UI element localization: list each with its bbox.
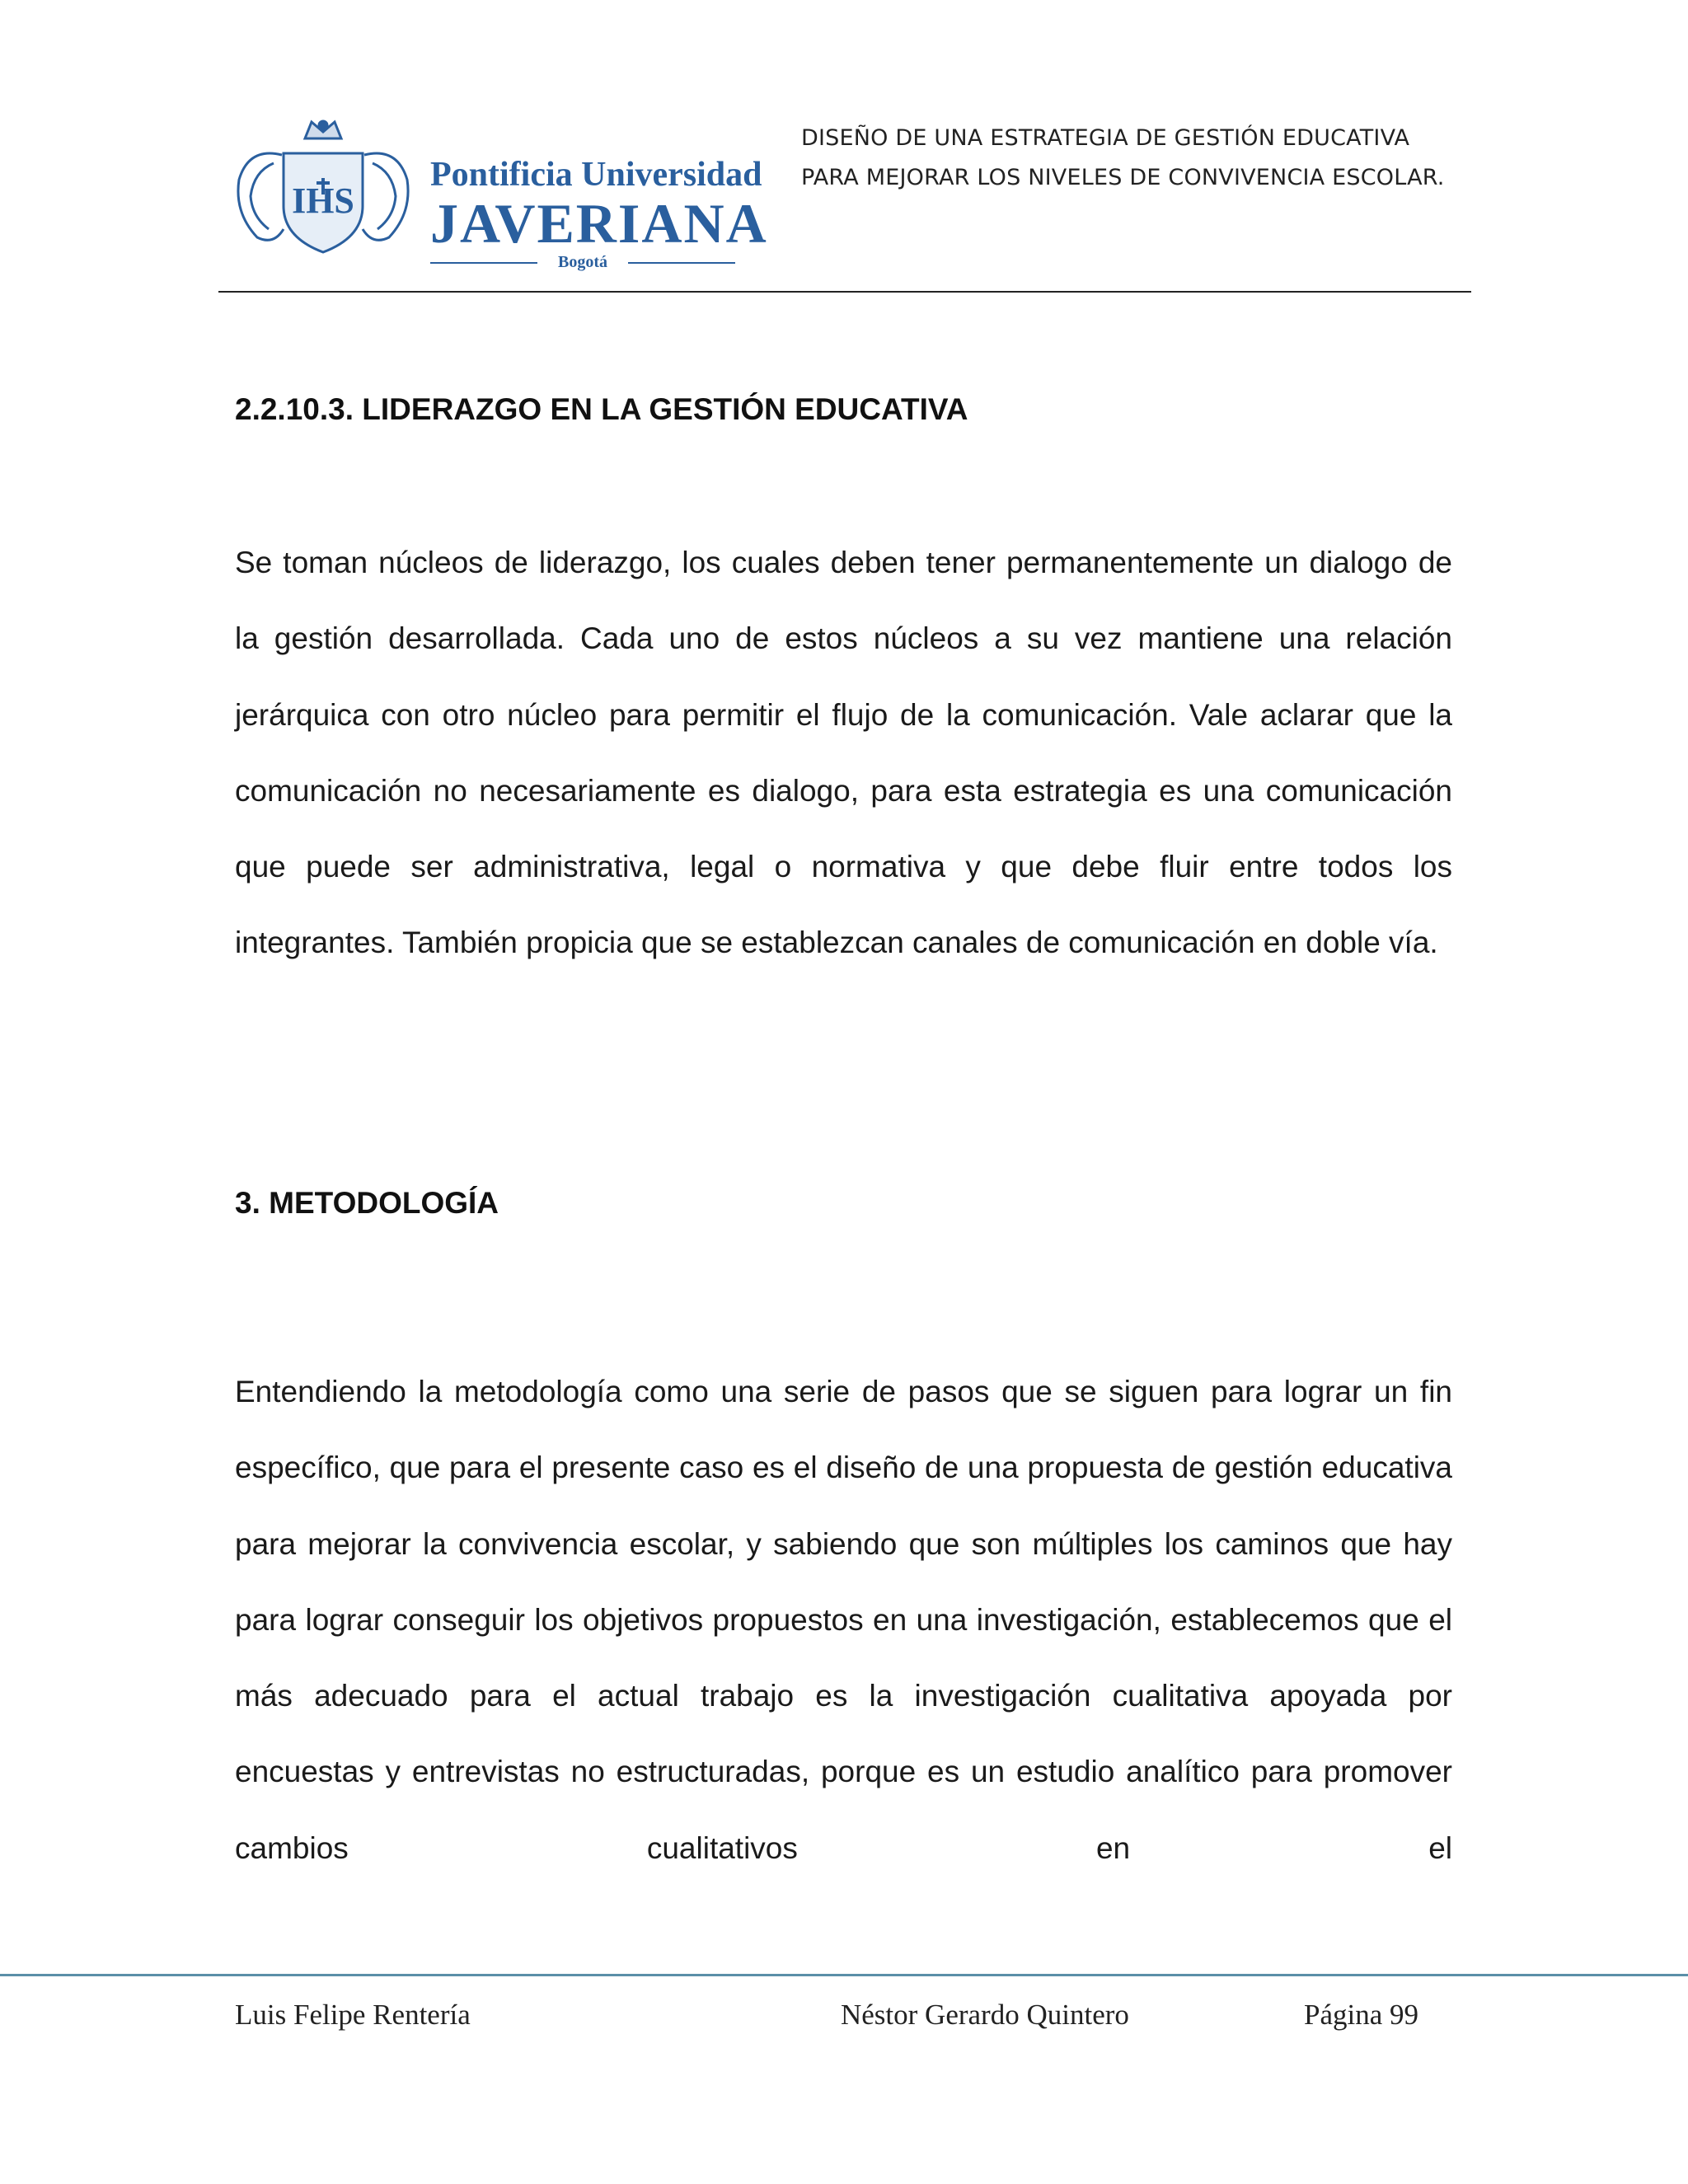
logo-university-prefix: Pontificia Universidad (430, 156, 762, 194)
logo-city (430, 252, 735, 272)
running-title-line2: PARA MEJORAR LOS NIVELES DE CONVIVENCIA ESCOLAR. (801, 165, 1445, 190)
section-paragraph-metodologia: Entendiendo la metodología como una serie de pasos que se siguen para lograr un fin específico, que para el presente caso es el diseño de una propuesta de gestión educativa para mejorar la convivencia escolar, y sabiendo que son múltiples los caminos que hay para lograr conseguir los objetivos propuestos en una investigación, establecemos que el más adecuado para el actual trabajo es la investigación cualitativa apoyada por encuestas y entrevistas no estructuradas, porque es un estudio analítico para promover cambios cualitativos en el (235, 1375, 1452, 1865)
footer-author-1: Luis Felipe Rentería (235, 1999, 471, 2031)
section-heading-liderazgo: 2.2.10.3. LIDERAZGO EN LA GESTIÓN EDUCATIVA (235, 392, 968, 426)
header-divider (218, 291, 1471, 293)
running-title-line1: DISEÑO DE UNA ESTRATEGIA DE GESTIÓN EDUCATIVA (801, 125, 1410, 151)
crest-icon (232, 114, 414, 262)
section-paragraph-liderazgo: Se toman núcleos de liderazgo, los cuales deben tener permanentemente un dialogo de la gestión desarrollada. Cada uno de estos núcleos a su vez mantiene una relación jerárquica con otro núcleo para permitir el flujo de la comunicación. Vale aclarar que la comunicación no necesariamente es dialogo, para esta estrategia es una comunicación que puede ser administrativa, legal o normativa y que debe fluir entre todos los integrantes. También propicia que se establezcan canales de comunicación en doble vía. (235, 546, 1452, 960)
footer-author-2: Néstor Gerardo Quintero (841, 1999, 1129, 2031)
logo-university-name: JAVERIANA (430, 192, 768, 255)
logo-city-label: Bogotá (558, 253, 607, 271)
document-running-title (801, 119, 1477, 198)
svg-text:IHS: IHS (292, 180, 354, 221)
footer-page-number: Página 99 (1304, 1999, 1419, 2031)
section-heading-metodologia: 3. METODOLOGÍA (235, 1186, 499, 1220)
university-logo (232, 114, 768, 271)
footer-divider (0, 1974, 1688, 1976)
